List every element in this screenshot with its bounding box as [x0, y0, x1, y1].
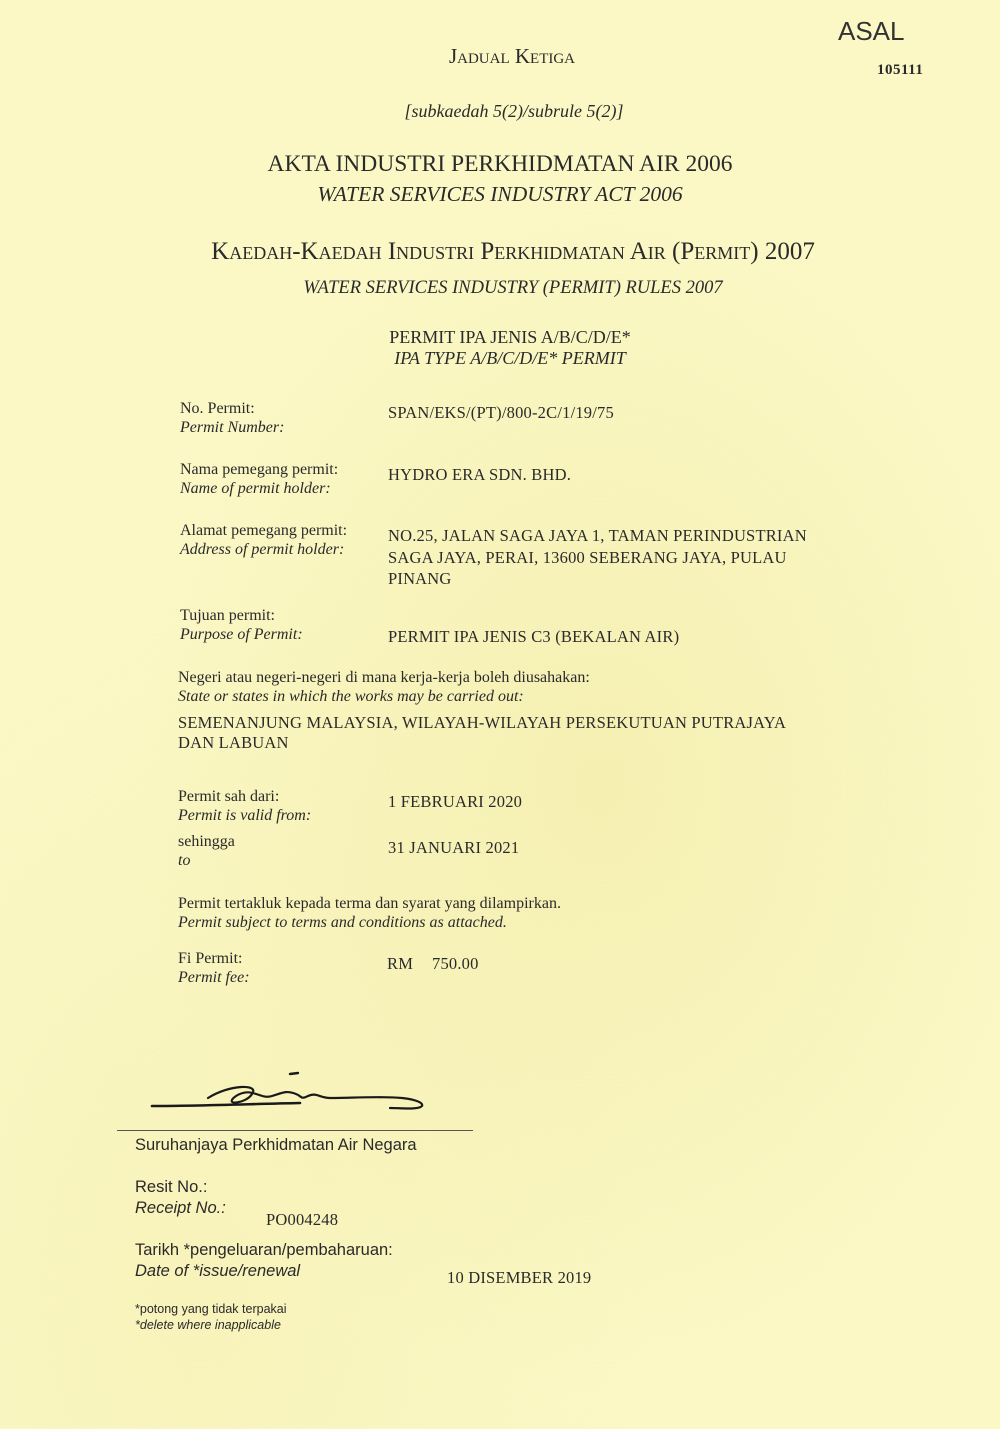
valid-to-label-ms: sehingga [178, 833, 235, 850]
permit-number-value: SPAN/EKS/(PT)/800-2C/1/19/75 [388, 403, 614, 422]
states-label-en: State or states in which the works may be carried out: [178, 688, 524, 705]
purpose-value: PERMIT IPA JENIS C3 (BEKALAN AIR) [388, 627, 680, 646]
rules-title-en: WATER SERVICES INDUSTRY (PERMIT) RULES 2007 [303, 278, 723, 298]
permit-type-en: IPA TYPE A/B/C/D/E* PERMIT [394, 348, 626, 368]
signature-line [117, 1130, 473, 1131]
asal-stamp: ASAL [838, 16, 905, 46]
holder-address-line-3: PINANG [388, 569, 452, 588]
valid-to-value: 31 JANUARI 2021 [388, 838, 520, 857]
purpose-label-en: Purpose of Permit: [180, 626, 303, 643]
valid-from-label-en: Permit is valid from: [178, 807, 312, 824]
rules-title-ms: Kaedah-Kaedah Industri Perkhidmatan Air (Permit) 2007 [211, 238, 815, 265]
valid-to-label-en: to [178, 852, 191, 869]
receipt-label-ms: Resit No.: [135, 1178, 208, 1196]
act-title-ms: AKTA INDUSTRI PERKHIDMATAN AIR 2006 [267, 151, 733, 177]
holder-address-line-2: SAGA JAYA, PERAI, 13600 SEBERANG JAYA, PULAU [388, 548, 787, 567]
valid-from-value: 1 FEBRUARI 2020 [388, 792, 523, 811]
permit-number-label-ms: No. Permit: [180, 400, 255, 417]
holder-address-line-1: NO.25, JALAN SAGA JAYA 1, TAMAN PERINDUSTRIAN [388, 526, 807, 545]
subrule-ref: [subkaedah 5(2)/subrule 5(2)] [404, 101, 624, 121]
fee-currency: RM [387, 954, 414, 973]
terms-en: Permit subject to terms and conditions as attached. [178, 914, 507, 931]
act-title-en: WATER SERVICES INDUSTRY ACT 2006 [317, 182, 683, 206]
holder-name-value: HYDRO ERA SDN. BHD. [388, 465, 572, 484]
permit-number-label-en: Permit Number: [180, 419, 285, 436]
fee-amount: 750.00 [432, 954, 479, 973]
receipt-value: PO004248 [266, 1210, 339, 1229]
purpose-label-ms: Tujuan permit: [180, 607, 275, 624]
states-line-2: DAN LABUAN [178, 733, 289, 752]
serial-number: 105111 [877, 62, 924, 78]
holder-name-label-ms: Nama pemegang permit: [180, 461, 339, 478]
permit-type-ms: PERMIT IPA JENIS A/B/C/D/E* [389, 327, 631, 347]
date-label-en: Date of *issue/renewal [135, 1262, 301, 1280]
authority-name: Suruhanjaya Perkhidmatan Air Negara [135, 1136, 417, 1154]
valid-from-label-ms: Permit sah dari: [178, 788, 280, 805]
footnote-en: *delete where inapplicable [135, 1318, 281, 1332]
schedule-title: Jadual Ketiga [448, 44, 576, 68]
date-label-ms: Tarikh *pengeluaran/pembaharuan: [135, 1241, 393, 1259]
states-line-1: SEMENANJUNG MALAYSIA, WILAYAH-WILAYAH PERSEKUTUAN PUTRAJAYA [178, 713, 787, 732]
footnote-ms: *potong yang tidak terpakai [135, 1302, 287, 1316]
date-value: 10 DISEMBER 2019 [447, 1268, 592, 1287]
fee-label-en: Permit fee: [178, 969, 250, 986]
receipt-label-en: Receipt No.: [135, 1199, 226, 1217]
states-label-ms: Negeri atau negeri-negeri di mana kerja-kerja boleh diusahakan: [178, 669, 590, 686]
holder-address-label-en: Address of permit holder: [180, 541, 345, 558]
holder-address-label-ms: Alamat pemegang permit: [180, 522, 348, 539]
signature-image [140, 1060, 440, 1120]
holder-name-label-en: Name of permit holder: [180, 480, 331, 497]
fee-label-ms: Fi Permit: [178, 950, 243, 967]
terms-ms: Permit tertakluk kepada terma dan syarat yang dilampirkan. [178, 895, 561, 912]
